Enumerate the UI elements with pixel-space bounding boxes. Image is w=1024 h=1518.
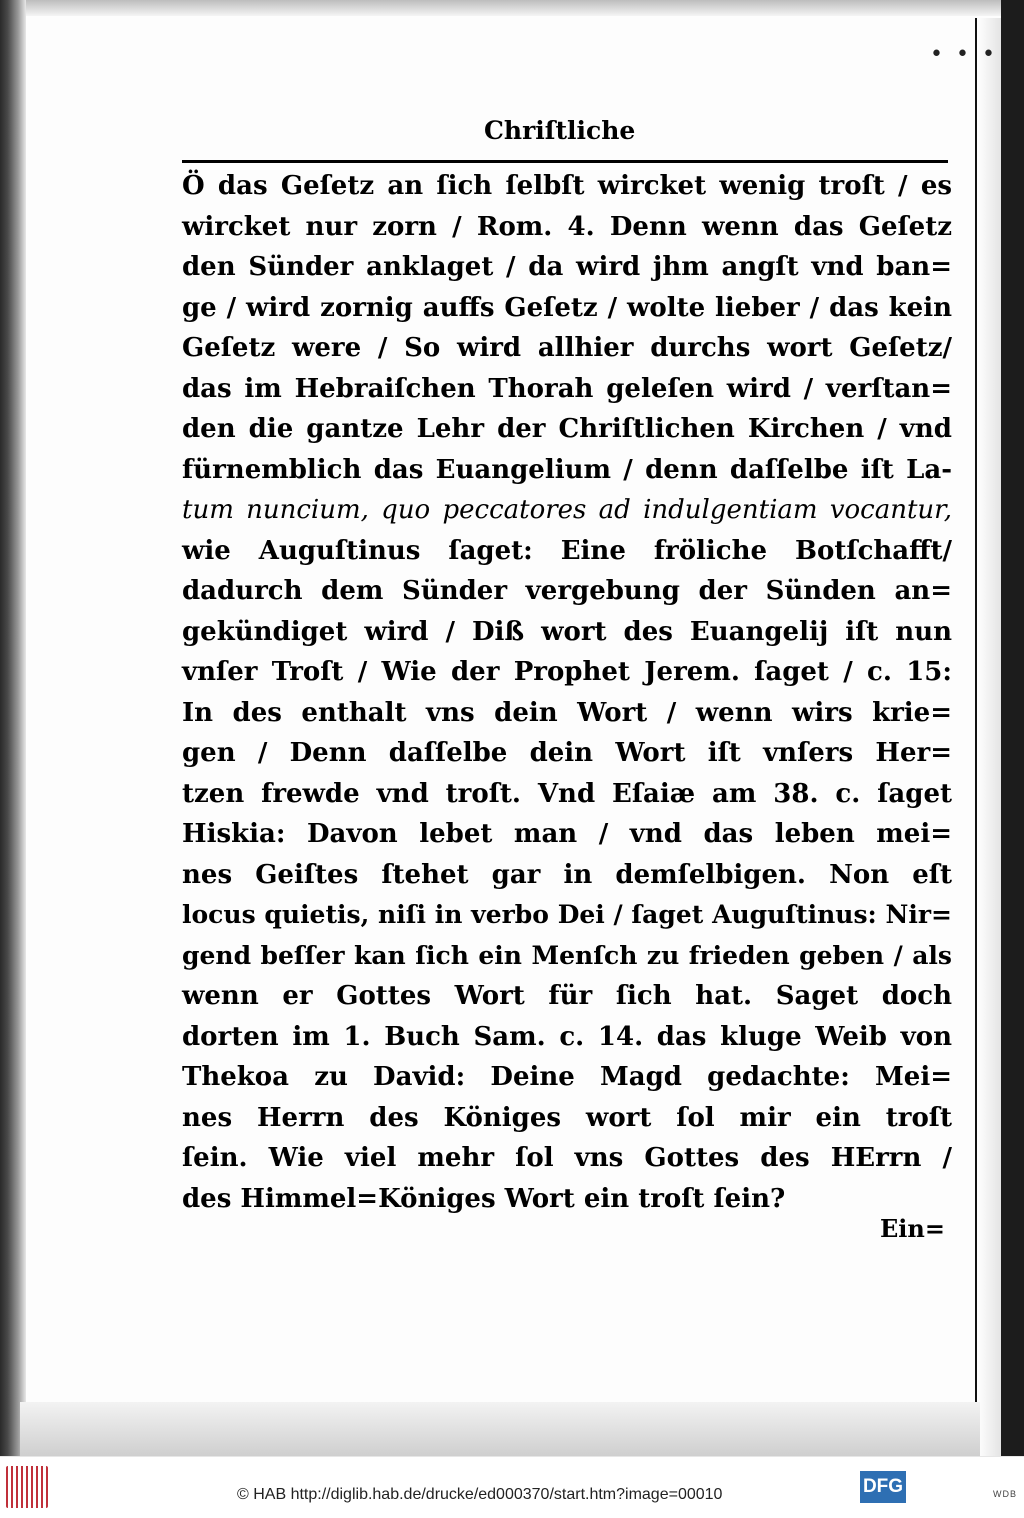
text-line: gekündiget wird / Diß wort des Euangelij iſt nun bbox=[182, 616, 952, 647]
page-edge-bottom bbox=[20, 1402, 980, 1456]
text-line: wenn er Gottes Wort für ſich hat. Saget doch bbox=[182, 981, 952, 1011]
library-logo-icon[interactable] bbox=[6, 1466, 48, 1508]
text-line: fürnemblich das Euangelium / denn daſſelbe iſt La- bbox=[182, 454, 952, 485]
page-edge-top bbox=[0, 0, 1024, 16]
text-line: wircket nur zorn / Rom. 4. Denn wenn das Geſetz bbox=[182, 211, 952, 242]
text-line: locus quietis, niſi in verbo Dei / ſaget Auguſtinus: Nir= bbox=[182, 900, 952, 929]
text-line: des Himmel=Königes Wort ein troſt ſein? bbox=[182, 1183, 786, 1214]
page-edge-right bbox=[975, 18, 1003, 1456]
text-line: nes Herrn des Königes wort ſol mir ein troſt bbox=[182, 1102, 952, 1133]
wdb-label: WDB bbox=[993, 1489, 1017, 1499]
text-line: Ö das Geſetz an ſich ſelbſt wircket wenig troſt / es bbox=[182, 171, 952, 201]
text-line: dadurch dem Sünder vergebung der Sünden an= bbox=[182, 576, 952, 606]
text-line: dorten im 1. Buch Sam. c. 14. das kluge Weib von bbox=[182, 1021, 952, 1052]
text-line: Thekoa zu David: Deine Magd gedachte: Mei= bbox=[182, 1062, 952, 1092]
head-rule bbox=[182, 160, 948, 163]
page-edge-left bbox=[0, 0, 26, 1456]
text-line: ſein. Wie viel mehr ſol vns Gottes des HErrn / bbox=[182, 1143, 952, 1173]
text-line: das im Hebraiſchen Thorah geleſen wird / verſtan= bbox=[182, 373, 952, 404]
dfg-logo-icon[interactable]: DFG bbox=[860, 1471, 906, 1503]
body-text bbox=[182, 166, 952, 1219]
text-line: Hiskia: Davon lebet man / vnd das leben mei= bbox=[182, 819, 952, 849]
latin-line: tum nuncium, quo peccatores ad indulgentiam vocantur, bbox=[182, 495, 952, 525]
text-line: wie Auguſtinus ſaget: Eine fröliche Botſchafft/ bbox=[182, 535, 952, 566]
footer-bar bbox=[0, 1456, 1024, 1518]
copyright-link[interactable]: © HAB http://diglib.hab.de/drucke/ed000370/start.htm?image=00010 bbox=[237, 1486, 723, 1503]
text-line: gen / Denn daſſelbe dein Wort iſt vnſers Her= bbox=[182, 738, 952, 768]
text-line: nes Geiſtes ſtehet gar in demſelbigen. Non eſt bbox=[182, 859, 952, 890]
binding-shadow bbox=[1001, 0, 1024, 1456]
text-line: In des enthalt vns dein Wort / wenn wirs krie= bbox=[182, 697, 952, 728]
running-head: Chriſtliche bbox=[484, 116, 636, 145]
text-line: den Sünder anklaget / da wird jhm angſt vnd ban= bbox=[182, 252, 952, 282]
text-line: vnſer Troſt / Wie der Prophet Jerem. ſaget / c. 15: bbox=[182, 657, 952, 687]
text-line: Geſetz were / So wird allhier durchs wort Geſetz/ bbox=[182, 333, 952, 363]
catchword: Ein= bbox=[880, 1214, 945, 1243]
text-line: tzen frewde vnd troſt. Vnd Eſaiæ am 38. c. ſaget bbox=[182, 778, 952, 809]
text-line: ge / wird zornig auffs Geſetz / wolte lieber / das kein bbox=[182, 292, 952, 323]
text-line: den die gantze Lehr der Chriſtlichen Kirchen / vnd bbox=[182, 414, 952, 444]
scan-specks: • • • bbox=[930, 42, 998, 67]
text-line: gend beſſer kan ſich ein Menſch zu frieden geben / als bbox=[182, 940, 952, 970]
